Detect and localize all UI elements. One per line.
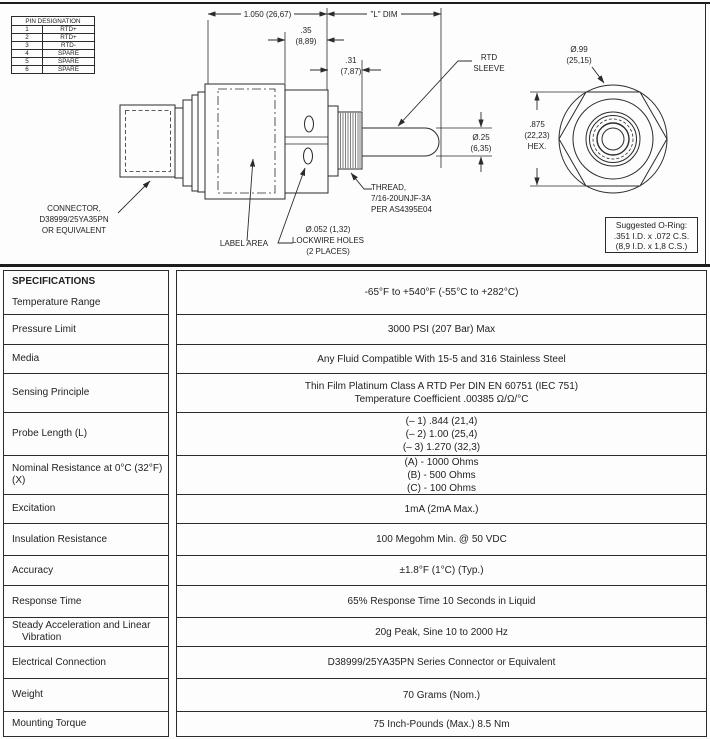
extension-lines (208, 8, 590, 186)
spec-row-value: 75 Inch-Pounds (Max.) 8.5 Nm (373, 718, 510, 730)
technical-drawing (0, 0, 710, 262)
dim-31: .31 (7,87) (340, 56, 362, 76)
dimension-lines (208, 14, 537, 185)
rtd-sleeve-label: RTD SLEEVE (473, 53, 505, 73)
pin-table-row: 4 SPARE (12, 50, 94, 58)
dim-l: "L" DIM (327, 9, 441, 20)
spec-row-value: ±1.8°F (1°C) (Typ.) (177, 556, 706, 586)
pin-table-row: 6 SPARE (12, 66, 94, 73)
spec-row-value: -65°F to +540°F (-55°C to +282°C) (177, 271, 706, 315)
dim-dia-25: Ø.25 (6,35) (470, 133, 492, 153)
label-area-label: LABEL AREA (219, 239, 269, 248)
leader-lines (118, 61, 604, 243)
spec-row-value: (– 1) .844 (21,4) (– 2) 1.00 (25,4) (– 3) 1.270 (32,3) (177, 413, 706, 456)
spec-row-value: (A) - 1000 Ohms (B) - 500 Ohms (C) - 100 Ohms (177, 456, 706, 495)
spec-row-label: Mounting Torque (12, 718, 87, 729)
spec-row-label: Steady Acceleration and Linear Vibration (4, 618, 168, 647)
pin-table-row: 2 RTD+ (12, 34, 94, 42)
spec-row-label: Accuracy (4, 556, 168, 586)
thread-label: THREAD, 7/16-20UNJF-3A PER AS4395E04 (371, 183, 432, 214)
spec-row-label: SPECIFICATIONS Temperature Range (4, 271, 168, 315)
lockwire-hole-lower (304, 148, 313, 164)
spec-row-value: 70 Grams (Nom.) (177, 679, 706, 712)
suggested-oring-note: Suggested O-Ring: .351 I.D. x .072 C.S. (8,9 I.D. x 1,8 C.S.) (605, 217, 698, 253)
thread-section (338, 112, 362, 169)
label-area-outline (218, 89, 275, 193)
spec-row-label: Probe Length (L) (4, 413, 168, 456)
pin-table-row: 3 RTD- (12, 42, 94, 50)
spec-row-value: Any Fluid Compatible With 15-5 and 316 Stainless Steel (177, 345, 706, 374)
pin-designation-table (11, 16, 95, 74)
spec-row-label: Electrical Connection (4, 647, 168, 679)
rtd-sleeve-tube (362, 128, 439, 156)
spec-row-label: Insulation Resistance (4, 524, 168, 556)
spec-row-label: Sensing Principle (4, 374, 168, 413)
spec-table-values (176, 270, 707, 737)
spec-row-value: 1mA (2mA Max.) (177, 495, 706, 524)
pin-table-row: 5 SPARE (12, 58, 94, 66)
spec-row-label: Excitation (4, 495, 168, 524)
lockwire-hole-upper (305, 116, 314, 132)
spec-row-value: 100 Megohm Min. @ 50 VDC (177, 524, 706, 556)
hex-section (285, 90, 328, 193)
pin-table-row: 1 RTD+ (12, 26, 94, 34)
dim-35: .35 (8,89) (295, 26, 317, 46)
spec-row-value: 65% Response Time 10 Seconds in Liquid (177, 586, 706, 618)
spec-row-value: 3000 PSI (207 Bar) Max (177, 315, 706, 345)
lockwire-label: Ø.052 (1,32) LOCKWIRE HOLES (2 PLACES) (291, 225, 364, 256)
section-divider (0, 264, 710, 267)
spec-row-label: Nominal Resistance at 0°C (32°F)(X) (4, 456, 168, 495)
spec-table-labels (3, 270, 169, 737)
spec-row-label: Response Time (4, 586, 168, 618)
dim-dia-99: Ø.99 (25,15) (566, 45, 592, 65)
hex-end-view (559, 85, 667, 193)
spec-row-label: Pressure Limit (4, 315, 168, 345)
pin-table-header: PIN DESIGNATION (12, 17, 94, 26)
spec-row-label: Media (4, 345, 168, 374)
spec-row-value: Thin Film Platinum Class A RTD Per DIN EN 60751 (IEC 751) Temperature Coefficient .00385 Ω/Ω/°C (177, 374, 706, 413)
spec-row-value: D38999/25YA35PN Series Connector or Equivalent (177, 647, 706, 679)
spec-table-title: SPECIFICATIONS (12, 276, 96, 287)
dim-hex: .875 (22,23) HEX. (524, 120, 550, 151)
spec-row-value: 20g Peak, Sine 10 to 2000 Hz (177, 618, 706, 647)
spec-row-label: Weight (4, 679, 168, 712)
dim-overall-length: 1.050 (26,67) (208, 9, 327, 20)
connector-label: CONNECTOR, D38999/25YA35PN OR EQUIVALENT (39, 204, 109, 235)
